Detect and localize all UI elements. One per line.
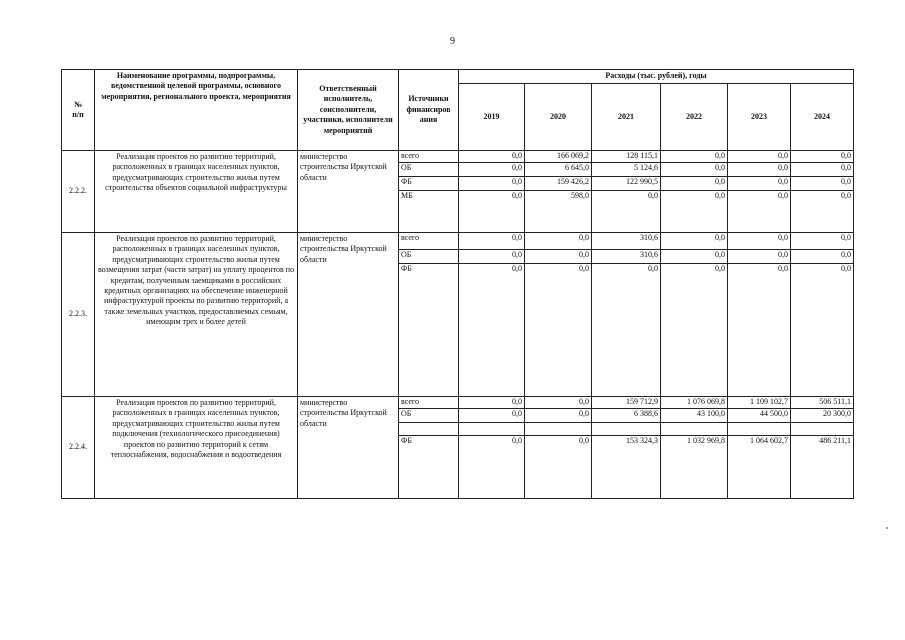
row-number: 2.2.4. xyxy=(61,396,95,499)
empty-cell xyxy=(398,422,459,436)
header-sources: Источники финансиров ания xyxy=(398,69,459,151)
value-cell: 0,0 xyxy=(458,408,525,423)
header-responsible: Ответственный исполнитель, соисполнители, участники, исполнители мероприятий xyxy=(297,69,399,151)
value-cell: 1 076 069,8 xyxy=(660,396,728,409)
value-cell: 310,6 xyxy=(591,249,661,264)
value-cell: 0,0 xyxy=(727,249,791,264)
value-cell: 166 069,2 xyxy=(524,150,592,163)
header-year-2019: 2019 xyxy=(458,83,525,151)
page-number: 9 xyxy=(450,36,455,47)
value-cell: 0,0 xyxy=(660,249,728,264)
value-cell: 0,0 xyxy=(790,190,854,233)
value-cell: 44 500,0 xyxy=(727,408,791,423)
row-number: 2.2.3. xyxy=(61,232,95,397)
source-label: ОБ xyxy=(398,249,459,264)
row-description: Реализация проектов по развитию территорий, расположенных в границах населенных пунктов, предусматривающих строительство жилья путем возмещения затрат (части затрат) на уплату процентов по кредитам, полученным заемщиками в российских кредитных организациях на обеспечение инженерной инфраструктурой проекты по развитию территорий, а также земельных участков, предоставляемых семьям, имеющим трех и более детей xyxy=(94,232,298,397)
empty-cell xyxy=(458,422,525,436)
source-label: ФБ xyxy=(398,263,459,397)
row-description: Реализация проектов по развитию территорий, расположенных в границах населенных пунктов, предусматривающих строительство жилья путем строительства объектов социальной инфраструктуры xyxy=(94,150,298,233)
value-cell: 0,0 xyxy=(727,190,791,233)
value-cell: 1 032 969,8 xyxy=(660,435,728,499)
empty-cell xyxy=(790,422,854,436)
value-cell: 0,0 xyxy=(524,408,592,423)
value-cell: 6 388,6 xyxy=(591,408,661,423)
value-cell: 0,0 xyxy=(790,150,854,163)
value-cell: 0,0 xyxy=(790,176,854,191)
value-cell: 20 300,0 xyxy=(790,408,854,423)
header-year-2024: 2024 xyxy=(790,83,854,151)
row-number: 2.2.2. xyxy=(61,150,95,233)
value-cell: 506 511,1 xyxy=(790,396,854,409)
source-label: всего xyxy=(398,150,459,163)
empty-cell xyxy=(660,422,728,436)
value-cell: 0,0 xyxy=(524,396,592,409)
value-cell: 0,0 xyxy=(524,232,592,250)
empty-cell xyxy=(591,422,661,436)
value-cell: 1 109 102,7 xyxy=(727,396,791,409)
value-cell: 0,0 xyxy=(790,162,854,177)
empty-cell xyxy=(524,422,592,436)
value-cell: 0,0 xyxy=(727,176,791,191)
value-cell: 153 324,3 xyxy=(591,435,661,499)
value-cell: 0,0 xyxy=(660,162,728,177)
value-cell: 43 100,0 xyxy=(660,408,728,423)
header-year-2021: 2021 xyxy=(591,83,661,151)
source-label: всего xyxy=(398,232,459,250)
value-cell: 5 124,6 xyxy=(591,162,661,177)
value-cell: 0,0 xyxy=(524,263,592,397)
value-cell: 0,0 xyxy=(727,150,791,163)
value-cell: 0,0 xyxy=(524,249,592,264)
row-responsible: министерство строительства Иркутской области xyxy=(297,396,399,499)
source-label: ОБ xyxy=(398,162,459,177)
value-cell: 0,0 xyxy=(458,249,525,264)
empty-cell xyxy=(727,422,791,436)
value-cell: 0,0 xyxy=(591,263,661,397)
value-cell: 0,0 xyxy=(727,263,791,397)
value-cell: 159 426,2 xyxy=(524,176,592,191)
value-cell: 0,0 xyxy=(727,162,791,177)
value-cell: 0,0 xyxy=(660,232,728,250)
value-cell: 0,0 xyxy=(458,232,525,250)
source-label: ОБ xyxy=(398,408,459,423)
value-cell: 0,0 xyxy=(524,435,592,499)
value-cell: 486 211,1 xyxy=(790,435,854,499)
value-cell: 0,0 xyxy=(660,263,728,397)
header-year-2022: 2022 xyxy=(660,83,728,151)
scan-artifact xyxy=(886,527,888,529)
value-cell: 0,0 xyxy=(458,263,525,397)
source-label: всего xyxy=(398,396,459,409)
value-cell: 6 645,0 xyxy=(524,162,592,177)
row-description: Реализация проектов по развитию территорий, расположенных в границах населенных пунктов, предусматривающих строительство жилья путем подключения (технологического присоединения) проектов по развитию территорий к сетям теплоснабжения, водоснабжения и водоотведения xyxy=(94,396,298,499)
value-cell: 598,0 xyxy=(524,190,592,233)
header-num: № п/п xyxy=(61,69,95,151)
header-expenses: Расходы (тыс. рублей), годы xyxy=(458,69,854,84)
value-cell: 0,0 xyxy=(458,435,525,499)
source-label: МБ xyxy=(398,190,459,233)
header-name: Наименование программы, подпрограммы, ведомственной целевой программы, основного мероприятия, регионального проекта, мероприятия xyxy=(94,69,298,151)
value-cell: 0,0 xyxy=(790,232,854,250)
value-cell: 0,0 xyxy=(458,190,525,233)
value-cell: 0,0 xyxy=(458,162,525,177)
value-cell: 0,0 xyxy=(727,232,791,250)
value-cell: 0,0 xyxy=(458,176,525,191)
row-responsible: министерство строительства Иркутской области xyxy=(297,150,399,233)
value-cell: 0,0 xyxy=(790,249,854,264)
value-cell: 122 990,5 xyxy=(591,176,661,191)
value-cell: 0,0 xyxy=(660,176,728,191)
value-cell: 0,0 xyxy=(790,263,854,397)
header-year-2020: 2020 xyxy=(524,83,592,151)
source-label: ФБ xyxy=(398,435,459,499)
header-year-2023: 2023 xyxy=(727,83,791,151)
value-cell: 0,0 xyxy=(458,150,525,163)
value-cell: 0,0 xyxy=(458,396,525,409)
value-cell: 0,0 xyxy=(660,150,728,163)
value-cell: 310,6 xyxy=(591,232,661,250)
source-label: ФБ xyxy=(398,176,459,191)
value-cell: 0,0 xyxy=(591,190,661,233)
value-cell: 159 712,9 xyxy=(591,396,661,409)
value-cell: 1 064 602,7 xyxy=(727,435,791,499)
value-cell: 0,0 xyxy=(660,190,728,233)
row-responsible: министерство строительства Иркутской области xyxy=(297,232,399,397)
value-cell: 128 115,1 xyxy=(591,150,661,163)
